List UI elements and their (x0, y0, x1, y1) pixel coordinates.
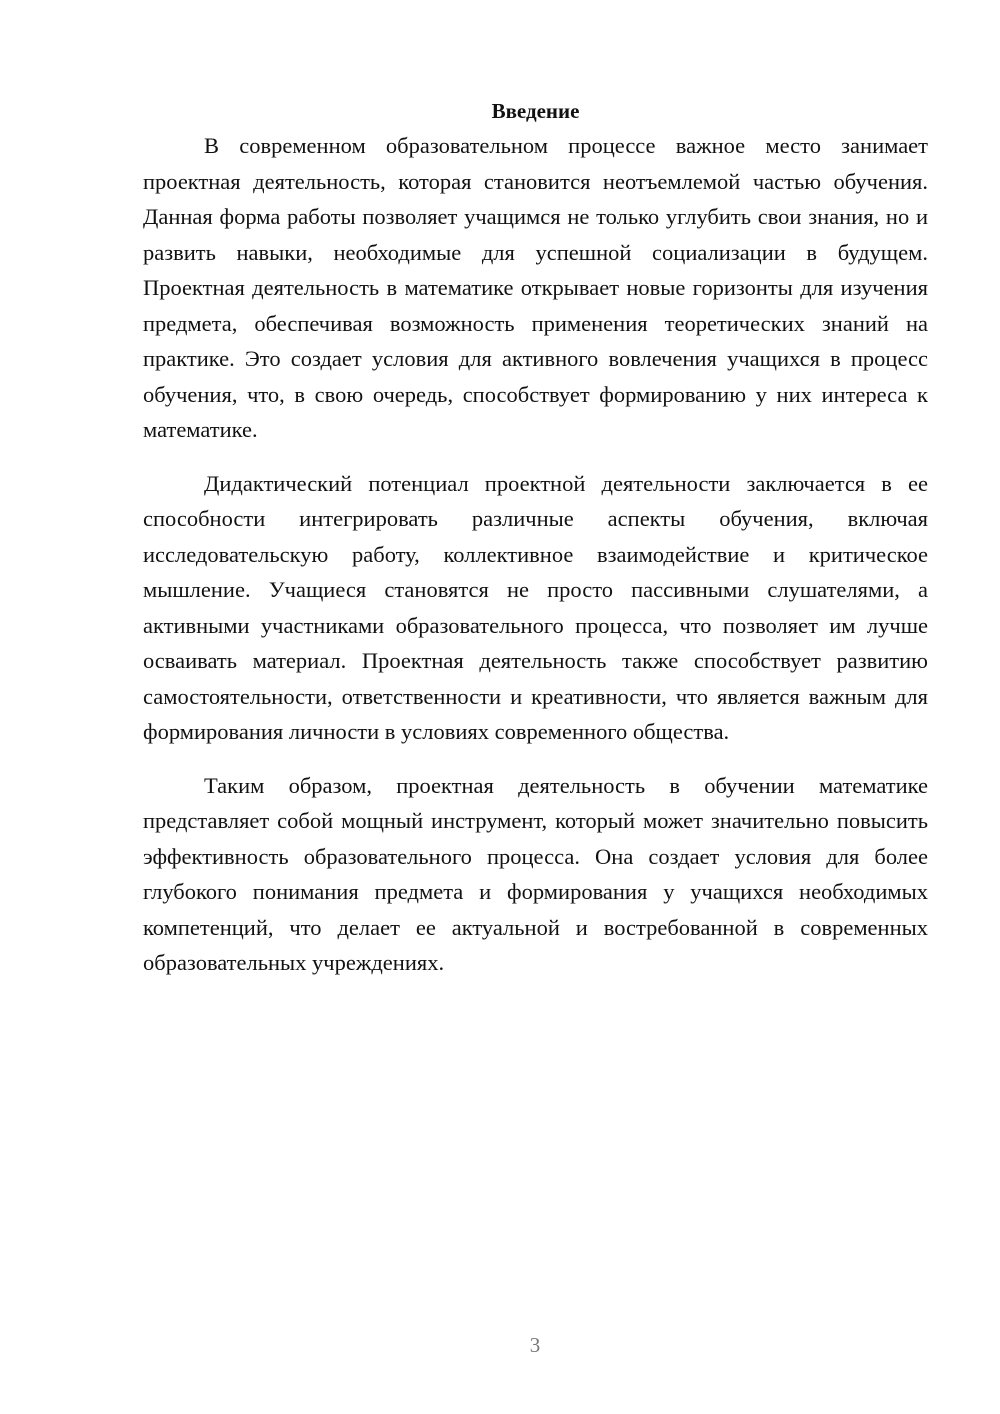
section-heading: Введение (491, 99, 580, 123)
paragraph-3: Таким образом, проектная деятельность в обучении математике представляет собой мощный инструмент, который может значительно повысить эффективность образовательного процесса. Она создает условия для более глубокого понимания предмета и формирования у учащихся необходимых компетенций, что делает ее актуальной и востребованной в современных образовательных учреждениях. (143, 772, 928, 975)
paragraph-1: В современном образовательном процессе важное место занимает проектная деятельность, которая становится неотъемлемой частью обучения. Данная форма работы позволяет учащимся не только углубить свои знания, но и развить навыки, необходимые для успешной социализации в будущем. Проектная деятельность в математике открывает новые горизонты для изучения предмета, обеспечивая возможность применения теоретических знаний на практике. Это создает условия для активного вовлечения учащихся в процесс обучения, что, в свою очередь, способствует формированию у них интереса к математике. (143, 133, 928, 442)
paragraph-2: Дидактический потенциал проектной деятельности заключается в ее способности интегрировать различные аспекты обучения, включая исследовательскую работу, коллективное взаимодействие и критическое мышление. Учащиеся становятся не просто пассивными слушателями, а активными участниками образовательного процесса, что позволяет им лучше осваивать материал. Проектная деятельность также способствует развитию самостоятельности, ответственности и креативности, что является важным для формирования личности в условиях современного общества. (143, 470, 928, 744)
page-content (143, 94, 928, 981)
page-number: 3 (529, 1333, 541, 1357)
